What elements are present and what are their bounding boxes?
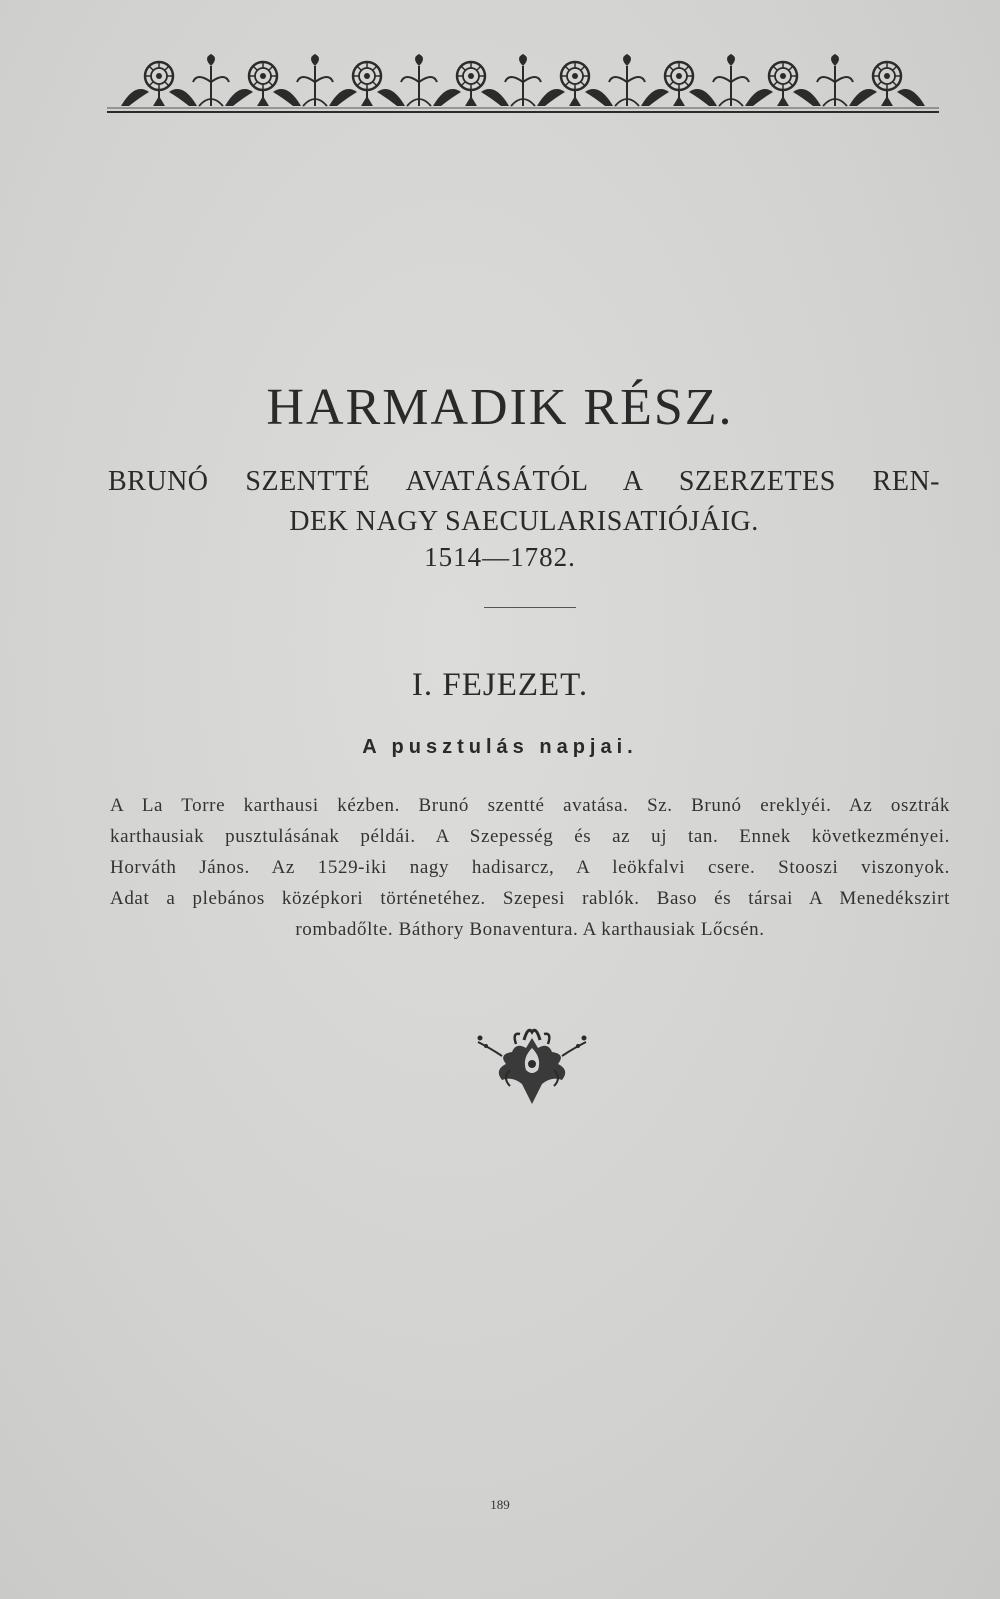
chapter-title: I. FEJEZET.: [411, 667, 589, 703]
floral-border-icon: [107, 52, 939, 116]
divider-rule: [484, 607, 576, 608]
summary-line: karthausiak pusztulásának példái. A Szepesség és az uj tan. Ennek következményei.: [110, 826, 950, 847]
summary-line: rombadőlte. Báthory Bonaventura. A karthausiak Lőcsén.: [295, 919, 765, 940]
year-range: 1514—1782.: [424, 542, 576, 572]
summary-line: A La Torre karthausi kézben. Brunó szentté avatása. Sz. Brunó ereklyéi. Az osztrák: [110, 795, 950, 816]
summary-line: Adat a plebános középkori történetéhez. Szepesi rablók. Baso és társai A Menedékszirt: [110, 888, 950, 909]
summary-line: Horváth János. Az 1529-iki nagy hadisarcz, A leökfalvi csere. Stooszi viszonyok.: [110, 857, 950, 878]
chapter-summary: [110, 790, 950, 945]
part-subtitle-line-1: BRUNÓ SZENTTÉ AVATÁSÁTÓL A SZERZETES REN-: [108, 466, 940, 497]
floral-ornament-icon: [472, 1018, 592, 1110]
part-title: HARMADIK RÉSZ.: [266, 379, 734, 436]
part-subtitle: [108, 462, 940, 542]
part-subtitle-line-2: DEK NAGY SAECULARISATIÓJÁIG.: [289, 506, 759, 537]
page-number: 189: [490, 1497, 510, 1512]
chapter-subtitle: A pusztulás napjai.: [362, 736, 638, 758]
